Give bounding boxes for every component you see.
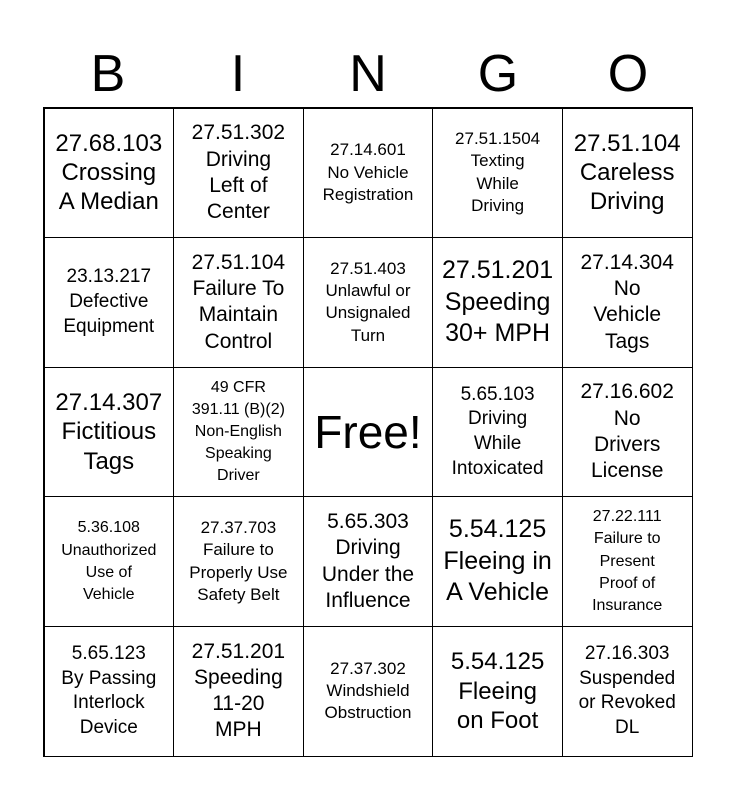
bingo-cell[interactable] [44,108,175,239]
header-letter-i: I [230,45,246,103]
bingo-cell[interactable] [562,367,693,498]
bingo-cell[interactable] [562,626,693,757]
cell-text: 27.51.302 Driving Left of Center [191,121,286,224]
bingo-cell[interactable] [432,108,563,239]
cell-text: 5.54.125 Fleeing on Foot [450,648,545,734]
bingo-cell[interactable] [562,108,693,239]
cell-text: 49 CFR 391.11 (B)(2) Non-English Speaking Driver [191,378,285,485]
cell-text: 23.13.217 Defective Equipment [63,266,155,337]
bingo-cell[interactable] [44,367,175,498]
cell-text: 27.14.304 No Vehicle Tags [580,250,674,353]
bingo-cell[interactable] [303,496,434,627]
bingo-cell[interactable] [432,626,563,757]
cell-text: 5.54.125 Fleeing in A Vehicle [443,514,552,607]
cell-text: 5.65.303 Driving Under the Influence [321,510,415,612]
bingo-cell[interactable] [432,237,563,368]
cell-text: 27.14.601 No Vehicle Registration [322,140,414,205]
bingo-cell[interactable] [303,626,434,757]
free-space-cell[interactable] [303,367,434,498]
cell-text: 27.68.103 Crossing A Median [55,129,163,216]
bingo-cell[interactable] [44,626,175,757]
header-letter-b: B [90,45,126,103]
bingo-cell[interactable] [44,496,175,627]
bingo-cell[interactable] [173,108,304,239]
cell-text: 5.65.123 By Passing Interlock Device [61,642,157,738]
bingo-cell[interactable] [303,108,434,239]
bingo-cell[interactable] [173,237,304,368]
bingo-cell[interactable] [303,237,434,368]
cell-text: 27.51.201 Speeding 11-20 MPH [191,639,286,742]
bingo-cell[interactable] [44,237,175,368]
header-letter-n: N [349,45,387,103]
cell-text: 27.51.403 Unlawful or Unsignaled Turn [325,258,411,345]
header-letter-o: O [607,45,649,103]
bingo-cell[interactable] [432,496,563,627]
bingo-cell[interactable] [432,367,563,498]
cell-text: 27.37.703 Failure to Properly Use Safety Belt [189,517,288,605]
bingo-cell[interactable] [173,626,304,757]
cell-text: 27.51.104 Failure To Maintain Control [191,250,286,353]
cell-text: 27.16.303 Suspended or Revoked DL [578,642,676,738]
cell-text: 27.14.307 Fictitious Tags [55,389,163,475]
bingo-header [43,44,693,104]
bingo-cell[interactable] [173,367,304,498]
cell-text: 27.51.1504 Texting While Driving [455,128,541,216]
bingo-board [43,107,693,757]
cell-text: 27.51.104 Careless Driving [573,129,681,216]
bingo-cell[interactable] [173,496,304,627]
cell-text: 5.65.103 Driving While Intoxicated [451,383,544,479]
cell-text: 27.51.201 Speeding 30+ MPH [441,255,554,348]
cell-text: Free! [314,405,422,458]
bingo-cell[interactable] [562,237,693,368]
cell-text: 27.16.602 No Drivers License [580,380,674,483]
cell-text: 5.36.108 Unauthorized Use of Vehicle [61,519,157,603]
bingo-cell[interactable] [562,496,693,627]
cell-text: 27.37.302 Windshield Obstruction [324,658,412,723]
header-letter-g: G [477,45,519,103]
cell-text: 27.22.111 Failure to Present Proof of Insurance [592,508,663,614]
